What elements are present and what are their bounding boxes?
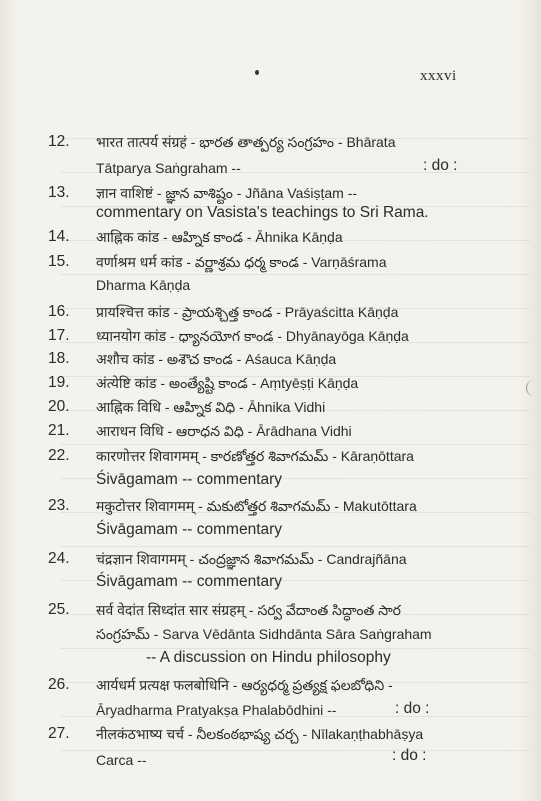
entry-number: 26.	[48, 676, 70, 693]
entry-title-cont: Śivāgamam -- commentary	[96, 573, 283, 590]
entry-number: 13.	[48, 184, 70, 201]
entry-number: 20.	[48, 398, 70, 415]
entry-description: -- A discussion on Hindu philosophy	[146, 649, 391, 666]
ink-dot	[255, 70, 259, 75]
entry-number: 22.	[48, 447, 70, 464]
entry-number: 16.	[48, 303, 70, 320]
entry-number: 12.	[48, 133, 70, 150]
entry-title-cont: Śivāgamam -- commentary	[96, 521, 283, 538]
entry-title: आह्निक विधि - ఆహ్నిక విధి - Āhnika Vidhi	[96, 399, 326, 415]
entry-title: वर्णाश्रम धर्म कांड - వర్ణాశ్రమ ధర్మ కాండ - Varṇāśrama	[96, 254, 387, 270]
ditto-mark: : do :	[423, 157, 458, 174]
margin-mark	[526, 380, 535, 396]
entry-title: मकुटोत्तर शिवागमम् - మకుటోత్తర శివాగమమ్ - Makutōttara	[96, 498, 417, 514]
ditto-mark: : do :	[395, 700, 430, 717]
entry-title: आराधन विधि - ఆరాధన విధి - Ārādhana Vidhi	[96, 423, 352, 439]
entry-number: 14.	[48, 228, 70, 245]
page-number: xxxvi	[420, 68, 457, 84]
entry-title-cont: Carca --	[96, 752, 147, 768]
entry-title: सर्व वेदांत सिध्दांत सार संग्रहम् - సర్వ వేదాంత సిద్ధాంత సార	[96, 602, 401, 618]
entry-title: चंद्रज्ञान शिवागमम् - చంద్రజ్ఞాన శివాగమమ్ - Candrajñāna	[96, 551, 407, 567]
entry-title: अंत्येष्टि कांड - అంత్యేష్టి కాండ - Aṃtyēṣṭi Kāṇḍa	[96, 375, 359, 391]
entry-title: अशौच कांड - అశౌచ కాండ - Aśauca Kāṇḍa	[96, 351, 337, 367]
entry-title: भारत तात्पर्य संग्रहं - భారత తాత్పర్య సంగ్రహం - Bhārata	[96, 134, 396, 150]
entry-number: 27.	[48, 725, 70, 742]
entry-number: 23.	[48, 497, 70, 514]
entry-number: 21.	[48, 422, 70, 439]
entry-title: ध्यानयोग कांड - ధ్యానయోగ కాండ - Dhyānayōga Kāṇḍa	[96, 328, 409, 344]
entry-title-cont: Dharma Kāṇḍa	[96, 277, 191, 293]
entry-number: 24.	[48, 550, 70, 567]
entry-title-cont: Śivāgamam -- commentary	[96, 471, 283, 488]
entry-title-cont: సంగ్రహమ్ - Sarva Vēdānta Sidhdānta Sāra Saṅgraham	[96, 626, 432, 642]
entry-title-cont: Āryadharma Pratyakṣa Phalabōdhini --	[96, 702, 337, 718]
entry-title: कारणोत्तर शिवागमम् - కారణోత్తర శివాగమమ్ - Kāraṇōttara	[96, 448, 414, 464]
entry-number: 15.	[48, 253, 70, 270]
entry-title: आर्यधर्म प्रत्यक्ष फलबोधिनि - ఆర్యధర్మ ప్రత్యక్ష ఫలబోధిని -	[96, 677, 393, 693]
entry-number: 17.	[48, 327, 70, 344]
entry-number: 25.	[48, 601, 70, 618]
entry-number: 18.	[48, 350, 70, 367]
entry-title-cont: Tātparya Saṅgraham --	[96, 160, 241, 176]
entry-title: प्रायश्चित्त कांड - ప్రాయశ్చిత్త కాండ - Prāyaścitta Kāṇḍa	[96, 304, 399, 320]
entry-title: ज्ञान वाशिष्टं - జ్ఞాన వాశిష్టం - Jñāna Vaśiṣṭam --	[96, 185, 358, 201]
entry-title: नीलकंठभाष्य चर्च - నీలకంఠభాష్య చర్చ - Nīlakaṇṭhabhāṣya	[96, 726, 424, 742]
entry-title: आह्निक कांड - ఆహ్నిక కాండ - Āhnika Kāṇḍa	[96, 229, 343, 245]
entry-description: commentary on Vasista's teachings to Sri Rama.	[96, 204, 429, 221]
entry-number: 19.	[48, 374, 70, 391]
ditto-mark: : do :	[392, 747, 427, 764]
